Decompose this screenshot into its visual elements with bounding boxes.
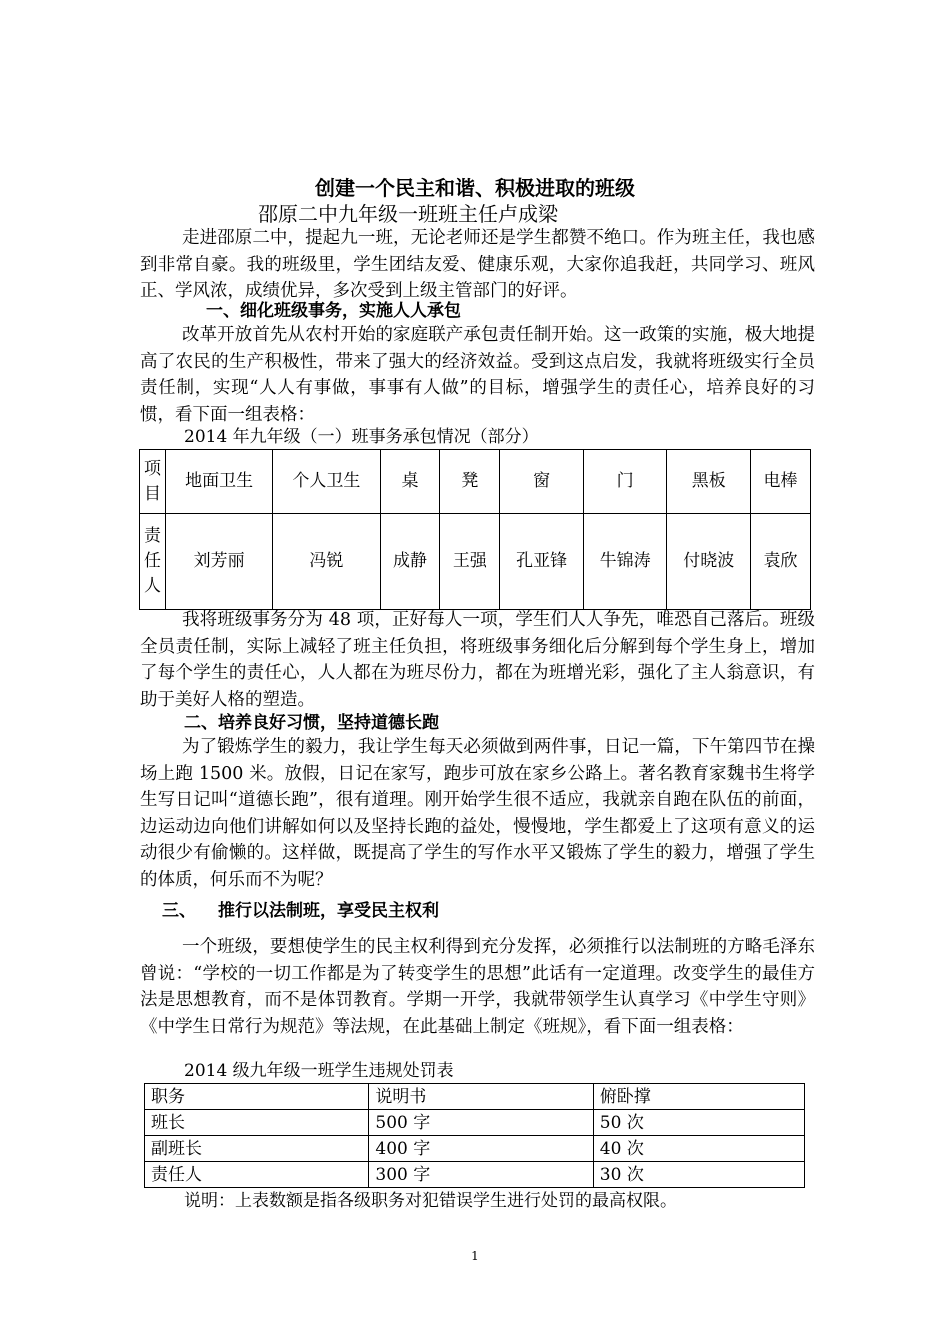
table-header-row [145,1084,805,1110]
table-cell: 孔亚锋 [500,514,584,610]
table-2-caption: 2014 级九年级一班学生违规处罚表 [184,1061,454,1081]
penalty-table [144,1083,805,1188]
author-line: 邵原二中九年级一班班主任卢成梁 [258,202,558,226]
table-cell: 500 字 [369,1110,593,1136]
table-cell: 40 次 [593,1136,804,1162]
table-row [140,450,811,514]
table-header-cell: 说明书 [369,1084,593,1110]
table-cell: 付晓波 [667,514,751,610]
table-cell: 50 次 [593,1110,804,1136]
table-cell: 黑板 [667,450,751,514]
table-cell: 袁欣 [751,514,811,610]
table-header-cell: 职务 [145,1084,369,1110]
section-1-heading: 一、细化班级事务，实施人人承包 [206,301,461,321]
section-2-heading: 二、培养良好习惯，坚持道德长跑 [184,713,439,733]
table-cell: 成静 [380,514,440,610]
table-row [145,1162,805,1188]
table-cell: 责任人 [145,1162,369,1188]
table-cell: 门 [583,450,667,514]
table-row [145,1136,805,1162]
section-1-paragraph: 改革开放首先从农村开始的家庭联产承包责任制开始。这一政策的实施，极大地提高了农民的生产积极性，带来了强大的经济效益。受到这点启发，我就将班级实行全员责任制，实现“人人有事做，事事有人做”的目标，增强学生的责任心，培养良好的习惯，看下面一组表格： [140,325,815,425]
table-cell: 牛锦涛 [583,514,667,610]
table-cell: 刘芳丽 [166,514,273,610]
table-cell: 电棒 [751,450,811,514]
table-cell: 责任人 [140,514,166,610]
table-1-caption: 2014 年九年级（一）班事务承包情况（部分） [184,427,539,447]
table-row [140,514,811,610]
section-3-number: 三、 [162,901,196,921]
table-cell: 400 字 [369,1136,593,1162]
section-2-paragraph: 为了锻炼学生的毅力，我让学生每天必须做到两件事，日记一篇，下午第四节在操场上跑 1500 米。放假，日记在家写，跑步可放在家乡公路上。著名教育家魏书生将学生写日记叫“道德长跑”，很有道理。刚开始学生很不适应，我就亲自跑在队伍的前面，边运动边向他们讲解如何以及坚持长跑的益处，慢慢地，学生都爱上了这项有意义的运动很少有偷懒的。这样做，既提高了学生的写作水平又锻炼了学生的毅力，增强了学生的体质，何乐而不为呢？ [140,737,815,890]
section-3-heading [162,898,439,924]
intro-paragraph: 走进邵原二中，提起九一班，无论老师还是学生都赞不绝口。作为班主任，我也感到非常自豪。我的班级里，学生团结友爱、健康乐观，大家你追我赶，共同学习、班风正、学风浓，成绩优异，多次受到上级主管部门的好评。 [140,228,815,301]
table-cell: 桌 [380,450,440,514]
document-title: 创建一个民主和谐、积极进取的班级 [315,176,635,200]
table-cell: 副班长 [145,1136,369,1162]
table-cell: 班长 [145,1110,369,1136]
table-cell: 凳 [440,450,500,514]
section-3-title: 推行以法制班，享受民主权利 [218,901,439,921]
table-cell: 30 次 [593,1162,804,1188]
table-row [145,1110,805,1136]
section-1-after-paragraph: 我将班级事务分为 48 项，正好每人一项，学生们人人争先，唯恐自己落后。班级全员责任制，实际上减轻了班主任负担，将班级事务细化后分解到每个学生身上，增加了每个学生的责任心，人人都在为班尽份力，都在为班增光彩，强化了主人翁意识，有助于美好人格的塑造。 [140,610,815,710]
table-cell: 王强 [440,514,500,610]
section-3-paragraph: 一个班级，要想使学生的民主权利得到充分发挥，必须推行以法制班的方略毛泽东曾说：“学校的一切工作都是为了转变学生的思想”此话有一定道理。改变学生的最佳方法是思想教育，而不是体罚教育。学期一开学，我就带领学生认真学习《中学生守则》《中学生日常行为规范》等法规，在此基础上制定《班规》，看下面一组表格： [140,937,815,1037]
table-cell: 地面卫生 [166,450,273,514]
table-note: 说明：上表数额是指各级职务对犯错误学生进行处罚的最高权限。 [184,1191,677,1211]
table-cell: 个人卫生 [273,450,380,514]
table-header-cell: 俯卧撑 [593,1084,804,1110]
table-cell: 窗 [500,450,584,514]
table-cell: 冯锐 [273,514,380,610]
duty-assignment-table [139,449,811,610]
table-cell: 项目 [140,450,166,514]
page-number: 1 [471,1249,479,1263]
table-cell: 300 字 [369,1162,593,1188]
